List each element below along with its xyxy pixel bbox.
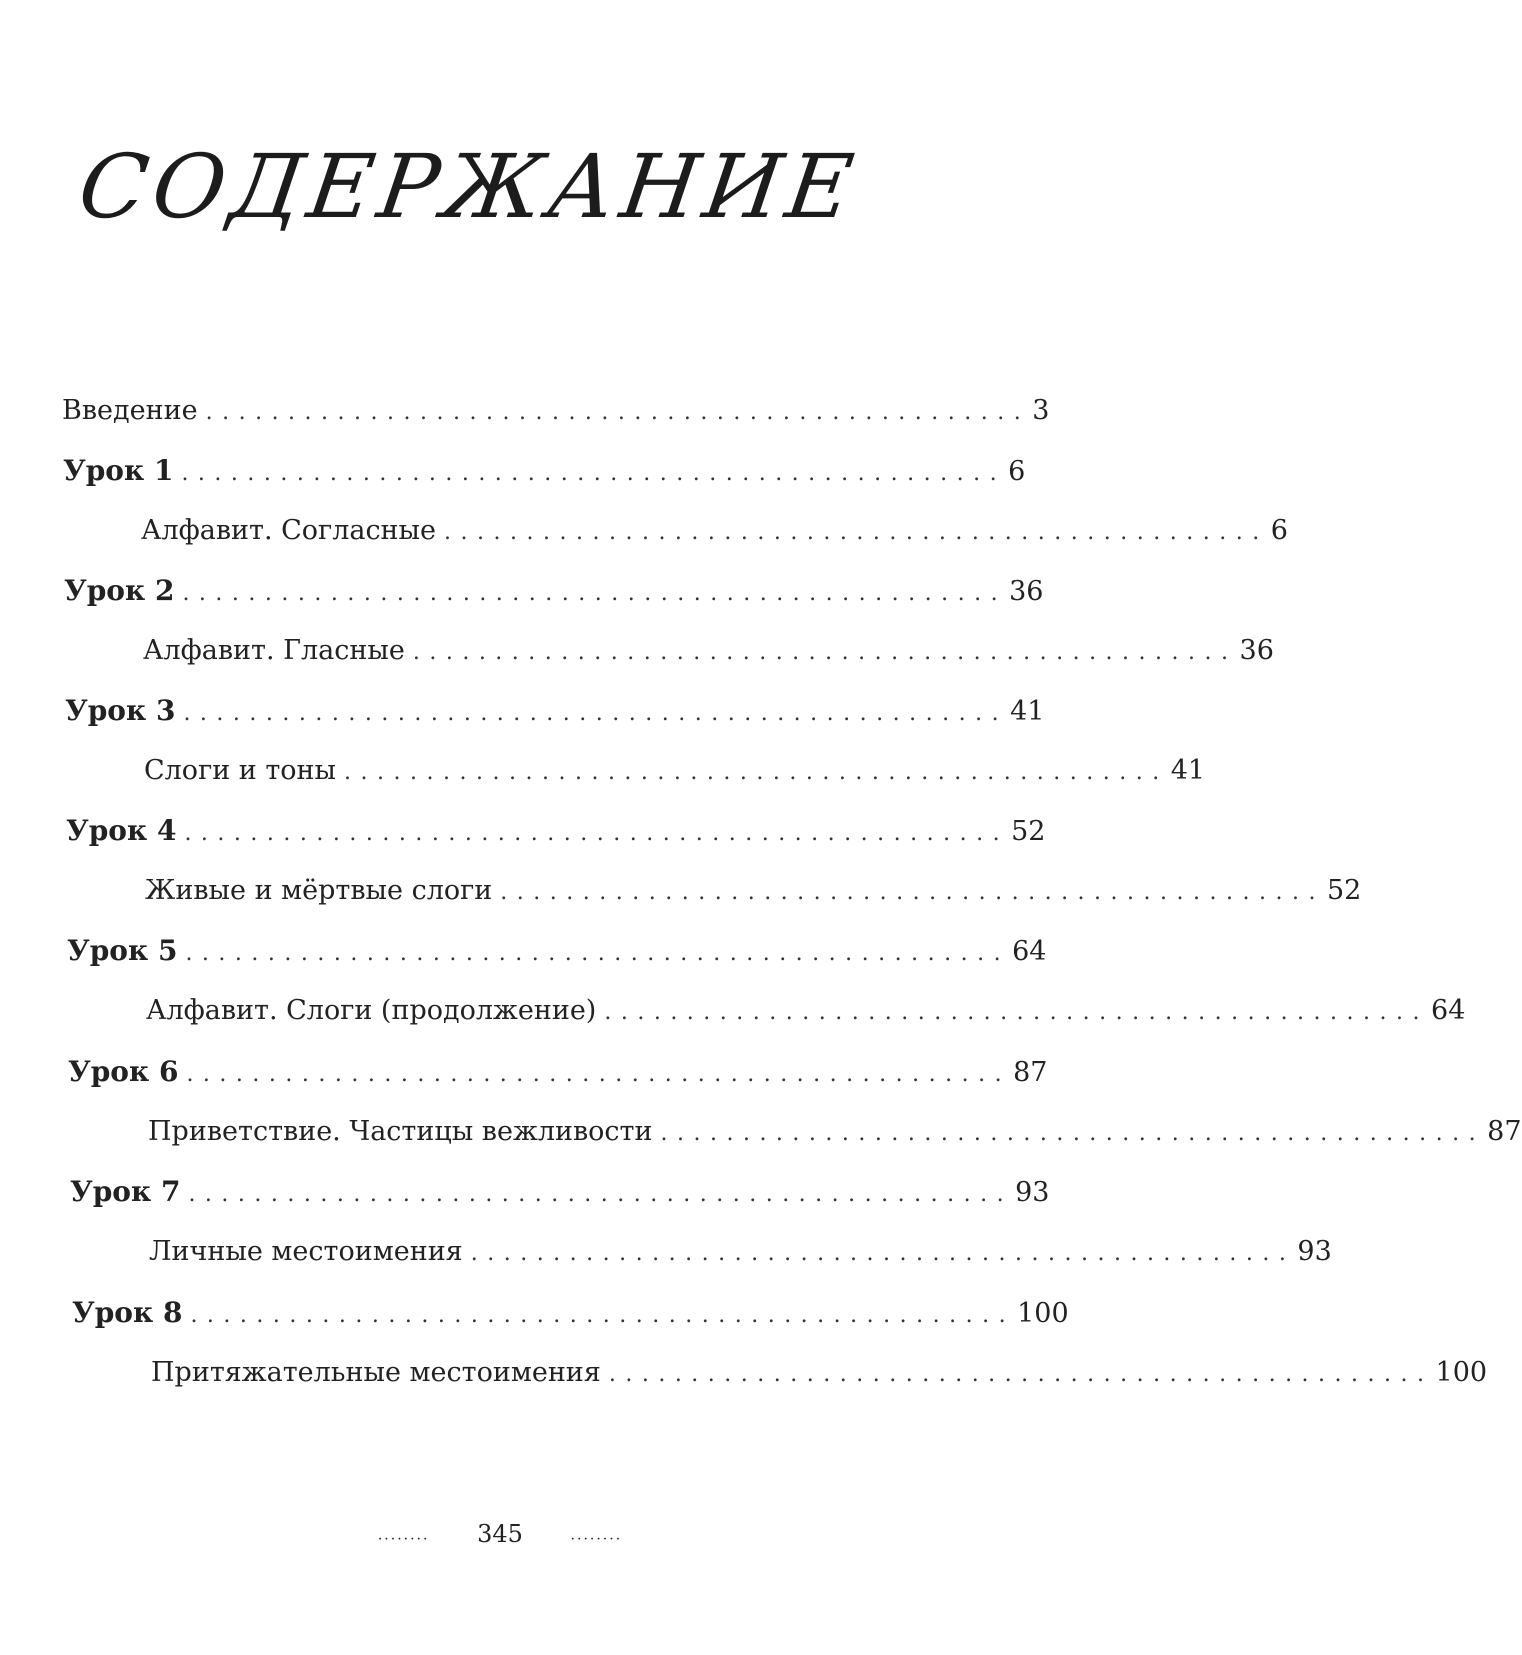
page-title: СОДЕРЖАНИЕ [72, 135, 865, 238]
toc-entry-topic[interactable] [145, 868, 1362, 914]
toc-entry-label: Урок 1 [63, 454, 174, 487]
toc-leader-dots: .................................................. [183, 701, 1009, 726]
toc-entry-page: 64 [1431, 995, 1466, 1026]
toc-entry-page: 64 [1012, 936, 1047, 967]
toc-entry-page: 52 [1326, 875, 1362, 906]
toc-leader-dots: .................................................. [444, 520, 1269, 545]
toc-entry-page: 6 [1008, 456, 1026, 487]
toc-entry-label: Урок 4 [66, 814, 177, 847]
toc-entry-lesson-5[interactable] [67, 928, 1047, 974]
toc-entry-topic[interactable] [151, 1350, 1488, 1396]
toc-entry-page: 36 [1239, 635, 1274, 666]
toc-leader-dots: .................................................. [604, 1000, 1430, 1025]
toc-entry-page: 100 [1017, 1298, 1069, 1329]
toc-entry-label: Алфавит. Слоги (продолжение) [146, 995, 597, 1026]
toc-entry-lesson-7[interactable] [70, 1169, 1050, 1215]
footer-left-dots: ........ [377, 1527, 430, 1544]
toc-entry-topic[interactable] [141, 508, 1288, 554]
toc-entry-label: Урок 2 [64, 574, 175, 607]
toc-entry-page: 93 [1015, 1177, 1050, 1208]
toc-entry-label: Урок 5 [67, 934, 178, 967]
toc-entry-page: 87 [1013, 1057, 1048, 1088]
toc-leader-dots: .................................................. [181, 461, 1007, 486]
toc-entry-page: 41 [1010, 696, 1045, 727]
toc-entry-topic[interactable] [143, 628, 1274, 674]
toc-leader-dots: .................................................. [500, 880, 1325, 905]
toc-leader-dots: .................................................. [344, 760, 1169, 785]
toc-leader-dots: .................................................. [205, 400, 1031, 425]
toc-entry-lesson-3[interactable] [65, 688, 1045, 734]
toc-entry-label: Живые и мёртвые слоги [145, 875, 493, 906]
toc-entry-topic[interactable] [146, 988, 1466, 1034]
toc-entry-page: 41 [1170, 755, 1206, 786]
toc-entry-topic[interactable] [148, 1109, 1522, 1155]
toc-leader-dots: .................................................. [608, 1362, 1434, 1387]
toc-entry-page: 87 [1487, 1116, 1522, 1147]
toc-entry-topic[interactable] [149, 1229, 1332, 1275]
toc-entry-label: Урок 3 [65, 694, 176, 727]
toc-entry-label: Личные местоимения [149, 1236, 463, 1267]
toc-leader-dots: .................................................. [185, 941, 1011, 966]
toc-entry-page: 52 [1011, 816, 1046, 847]
toc-entry-label: Алфавит. Согласные [141, 515, 437, 546]
toc-entry-label: Слоги и тоны [144, 755, 337, 786]
toc-leader-dots: .................................................. [186, 1062, 1012, 1087]
toc-entry-lesson-2[interactable] [64, 568, 1044, 614]
toc-leader-dots: .................................................. [190, 1303, 1016, 1328]
toc-entry-label: Приветствие. Частицы вежливости [148, 1116, 653, 1147]
toc-entry-lesson-8[interactable] [72, 1290, 1069, 1336]
toc-leader-dots: .................................................. [412, 640, 1238, 665]
toc-entry-label: Урок 8 [72, 1296, 183, 1329]
toc-leader-dots: .................................................. [188, 1182, 1014, 1207]
toc-entry-page: 6 [1270, 515, 1288, 546]
toc-entry-lesson-4[interactable] [66, 808, 1046, 854]
toc-leader-dots: .................................................. [184, 821, 1010, 846]
toc-entry-page: 93 [1297, 1236, 1332, 1267]
toc-entry-introduction[interactable] [62, 388, 1050, 434]
toc-leader-dots: .................................................. [182, 581, 1008, 606]
toc-leader-dots: .................................................. [660, 1121, 1486, 1146]
toc-entry-label: Алфавит. Гласные [143, 635, 405, 666]
toc-entry-page: 3 [1032, 395, 1050, 426]
toc-entry-page: 100 [1435, 1357, 1488, 1388]
toc-entry-topic[interactable] [144, 748, 1206, 794]
toc-entry-label: Урок 7 [70, 1175, 181, 1208]
toc-entry-lesson-1[interactable] [63, 448, 1026, 494]
toc-leader-dots: .................................................. [470, 1241, 1296, 1266]
toc-entry-label: Урок 6 [68, 1055, 179, 1088]
page-number: 345 [477, 1520, 523, 1548]
footer-right-dots: ........ [570, 1527, 623, 1544]
toc-entry-page: 36 [1009, 576, 1044, 607]
toc-entry-label: Введение [62, 395, 198, 426]
toc-entry-label: Притяжательные местоимения [151, 1357, 601, 1388]
toc-entry-lesson-6[interactable] [68, 1049, 1048, 1095]
page-footer [0, 1520, 1000, 1548]
